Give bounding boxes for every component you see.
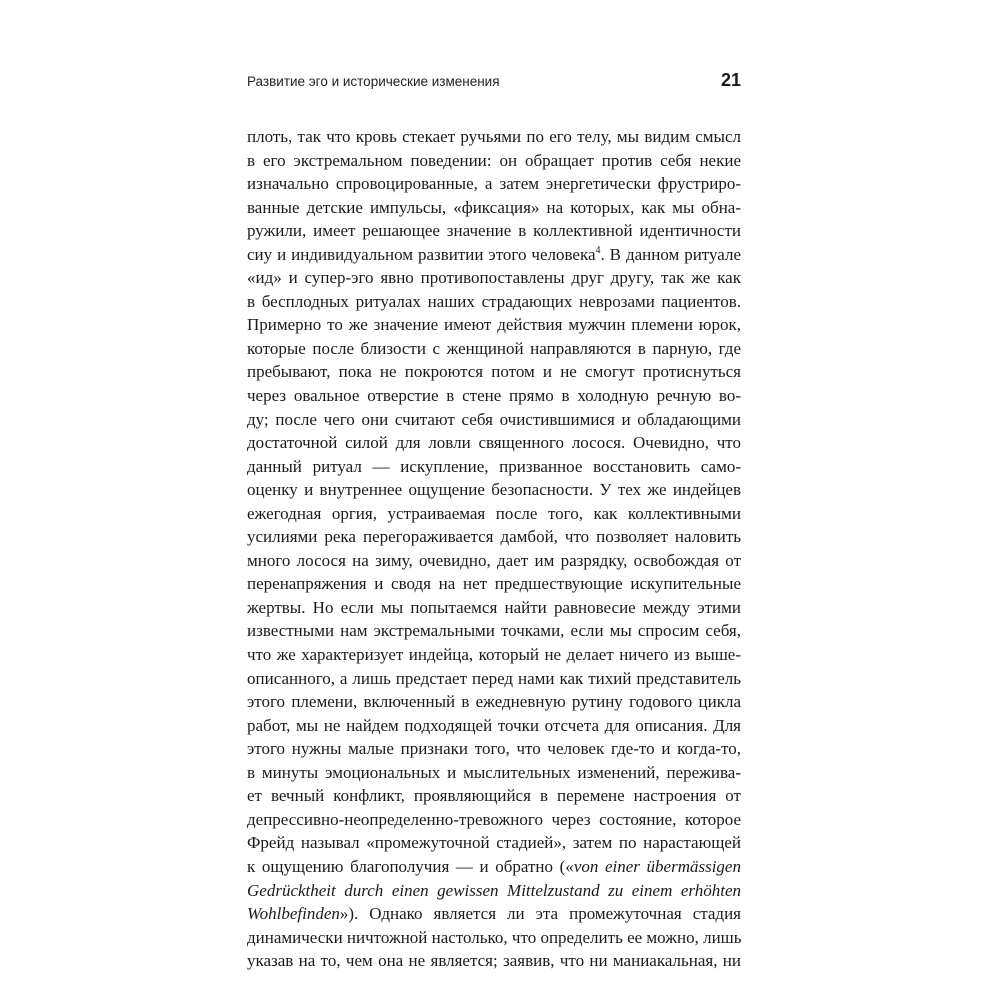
line-text: . В данном ритуале bbox=[600, 244, 741, 264]
text-line bbox=[247, 855, 741, 879]
text-line: ет вечный конфликт, проявляющийся в перемене настроения от bbox=[247, 786, 741, 806]
text-line: депрессивно-неопределенно-тревожного через состояние, которое bbox=[247, 809, 741, 829]
text-line: в бесплодных ритуалах наших страдающих неврозами пациентов. bbox=[247, 291, 741, 311]
footnote-marker: 4 bbox=[595, 244, 601, 256]
page-number: 21 bbox=[720, 70, 741, 90]
text-line: ванные детские импульсы, «фиксация» на которых, как мы обна- bbox=[247, 197, 741, 217]
german-quote: Wohlbefinden bbox=[247, 904, 340, 924]
text-line: ружили, имеет решающее значение в коллективной идентичности bbox=[247, 221, 741, 241]
text-line: оценку и внутреннее ощущение безопасности. У тех же индейцев bbox=[247, 480, 741, 500]
text-line: в минуты эмоциональных и мыслительных изменений, пережива- bbox=[247, 762, 741, 782]
text-line: усилиями река перегораживается дамбой, что позволяет наловить bbox=[247, 527, 741, 547]
text-line: ду; после чего они считают себя очистившимися и обладающими bbox=[247, 409, 741, 429]
text-line: что же характеризует индейца, который не делает ничего из выше- bbox=[247, 645, 741, 665]
text-line: указав на то, чем она не является; заявив, что ни маниакальная, ни bbox=[247, 951, 741, 971]
text-line: этого нужны малые признаки того, что человек где-то и когда-то, bbox=[247, 739, 741, 759]
body-text bbox=[247, 125, 741, 973]
text-line: работ, мы не найдем подходящей точки отсчета для описания. Для bbox=[247, 715, 741, 735]
text-line: известными нам экстремальными точками, если мы спросим себя, bbox=[247, 621, 741, 641]
text-line: «ид» и супер-эго явно противопоставлены друг другу, так же как bbox=[247, 268, 741, 288]
text-line bbox=[247, 902, 741, 926]
text-line: жертвы. Но если мы попытаемся найти равновесие между этими bbox=[247, 597, 741, 617]
text-line: много лосося на зиму, очевидно, дает им разрядку, освобождая от bbox=[247, 550, 741, 570]
text-line: динамически ничтожной настолько, что определить ее можно, лишь bbox=[247, 927, 742, 947]
line-text: сиу и индивидуальном развитии этого человека bbox=[247, 244, 596, 264]
text-line: Примерно то же значение имеют действия мужчин племени юрок, bbox=[247, 315, 741, 335]
running-title: Развитие эго и исторические изменения bbox=[247, 74, 500, 89]
text-line: данный ритуал — искупление, призванное восстановить само- bbox=[247, 456, 741, 476]
text-line: описанного, а лишь предстает перед нами как тихий представитель bbox=[247, 668, 741, 688]
text-line: достаточной силой для ловли священного лосося. Очевидно, что bbox=[247, 433, 741, 453]
text-line: через овальное отверстие в стене прямо в холодную речную во- bbox=[247, 386, 741, 406]
text-line: в его экстремальном поведении: он обращает против себя некие bbox=[247, 150, 741, 170]
text-line: изначально спровоцированные, а затем энергетически фрустриро- bbox=[247, 174, 741, 194]
line-text: к ощущению благополучия — и обратно (« bbox=[247, 856, 574, 876]
text-line bbox=[247, 879, 741, 903]
text-line: перенапряжения и сводя на нет предшествующие искупительные bbox=[247, 574, 741, 594]
text-line: этого племени, включенный в ежедневную рутину годового цикла bbox=[247, 692, 741, 712]
text-line: Фрейд называл «промежуточной стадией», затем по нарастающей bbox=[247, 833, 741, 853]
running-header bbox=[247, 70, 741, 94]
line-text: »). Однако является ли эта промежуточная стадия bbox=[339, 904, 741, 924]
text-line: пребывают, пока не покроются потом и не смогут протиснуться bbox=[247, 362, 741, 382]
german-quote: von einer übermässigen bbox=[573, 856, 741, 876]
text-line bbox=[247, 243, 741, 267]
text-line: ежегодная оргия, устраиваемая после того, как коллективными bbox=[247, 503, 741, 523]
german-quote: Gedrücktheit durch einen gewissen Mittelzustand zu einem erhöhten bbox=[247, 880, 741, 900]
text-line: которые после близости с женщиной направляются в парную, где bbox=[247, 338, 741, 358]
text-line: плоть, так что кровь стекает ручьями по его телу, мы видим смысл bbox=[247, 127, 741, 146]
